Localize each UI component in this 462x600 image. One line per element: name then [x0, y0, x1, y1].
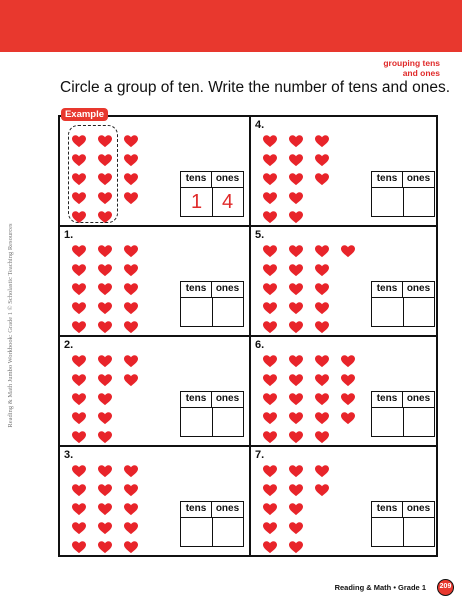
- heart-icon: [124, 245, 138, 258]
- table-divider: [403, 187, 404, 217]
- heart-icon: [98, 283, 112, 296]
- table-divider: [403, 407, 404, 437]
- problem-number: 3.: [64, 449, 74, 461]
- heart-icon: [289, 302, 303, 315]
- heart-icon: [263, 245, 277, 258]
- ones-header: ones: [215, 283, 240, 294]
- footer-text: Reading & Math • Grade 1: [334, 583, 426, 592]
- heart-icon: [315, 321, 329, 334]
- heart-icon: [263, 283, 277, 296]
- problem-number: 7.: [255, 449, 265, 461]
- heart-icon: [263, 431, 277, 444]
- heart-icon: [315, 465, 329, 478]
- ones-header: ones: [406, 173, 431, 184]
- heart-icon: [263, 302, 277, 315]
- heart-icon: [289, 321, 303, 334]
- heart-icon: [72, 245, 86, 258]
- heart-icon: [98, 484, 112, 497]
- heart-icon: [124, 264, 138, 277]
- problem-cell-5: [251, 227, 439, 335]
- tens-answer: 1: [190, 191, 203, 213]
- problem-number: 4.: [255, 119, 265, 131]
- heart-icon: [98, 541, 112, 554]
- heart-icon: [341, 245, 355, 258]
- heart-icon: [263, 393, 277, 406]
- heart-icon: [124, 135, 138, 148]
- heart-icon: [315, 264, 329, 277]
- heart-icon: [341, 393, 355, 406]
- heart-icon: [263, 541, 277, 554]
- heart-icon: [289, 173, 303, 186]
- heart-icon: [315, 154, 329, 167]
- problem-cell-7: [251, 447, 439, 555]
- tens-ones-table: [371, 391, 435, 437]
- heart-icon: [98, 264, 112, 277]
- heart-icon: [315, 431, 329, 444]
- heart-icon: [263, 522, 277, 535]
- heart-icon: [289, 503, 303, 516]
- problem-cell-4: [251, 117, 439, 225]
- heart-icon: [263, 321, 277, 334]
- heart-icon: [263, 135, 277, 148]
- tens-ones-table: [180, 171, 244, 217]
- example-tag: Example: [61, 108, 108, 121]
- heart-icon: [72, 374, 86, 387]
- problem-cell-1: [60, 227, 248, 335]
- heart-icon: [98, 393, 112, 406]
- problem-number: 2.: [64, 339, 74, 351]
- heart-icon: [289, 465, 303, 478]
- heart-icon: [98, 412, 112, 425]
- worksheet-grid: [58, 115, 438, 557]
- heart-icon: [263, 154, 277, 167]
- heart-icon: [72, 302, 86, 315]
- heart-icon: [72, 431, 86, 444]
- tens-ones-table: [371, 281, 435, 327]
- tens-header: tens: [372, 172, 403, 187]
- heart-icon: [315, 283, 329, 296]
- heart-icon: [124, 484, 138, 497]
- sidebar-credit: Reading & Math Jumbo Workbook: Grade 1 © Scholastic Teaching Resources: [7, 223, 14, 428]
- table-divider: [403, 517, 404, 547]
- problem-cell-3: [60, 447, 248, 555]
- heart-icon: [263, 503, 277, 516]
- header-banner: [0, 0, 462, 52]
- tens-ones-table: [180, 501, 244, 547]
- heart-icon: [315, 355, 329, 368]
- heart-icon: [124, 374, 138, 387]
- tens-ones-table: [371, 501, 435, 547]
- heart-icon: [289, 355, 303, 368]
- table-divider: [212, 407, 213, 437]
- heart-icon: [315, 412, 329, 425]
- heart-icon: [289, 412, 303, 425]
- heart-icon: [263, 374, 277, 387]
- heart-icon: [124, 522, 138, 535]
- heart-icon: [315, 484, 329, 497]
- topic-line-1: grouping tens: [383, 58, 440, 68]
- problem-number: 1.: [64, 229, 74, 241]
- heart-icon: [72, 355, 86, 368]
- heart-icon: [72, 484, 86, 497]
- heart-icon: [263, 192, 277, 205]
- heart-icon: [72, 522, 86, 535]
- heart-icon: [124, 173, 138, 186]
- heart-icon: [341, 374, 355, 387]
- heart-icon: [124, 465, 138, 478]
- heart-icon: [72, 541, 86, 554]
- heart-icon: [289, 154, 303, 167]
- heart-icon: [289, 211, 303, 224]
- heart-icon: [98, 503, 112, 516]
- heart-icon: [341, 355, 355, 368]
- heart-icon: [289, 283, 303, 296]
- heart-icon: [124, 302, 138, 315]
- ones-header: ones: [215, 503, 240, 514]
- instruction-text: Circle a group of ten. Write the number of tens and ones.: [60, 79, 451, 96]
- heart-icon: [72, 283, 86, 296]
- heart-icon: [98, 355, 112, 368]
- page-number: 209: [437, 579, 454, 596]
- problem-cell-6: [251, 337, 439, 445]
- heart-icon: [124, 192, 138, 205]
- heart-icon: [263, 264, 277, 277]
- heart-icon: [315, 374, 329, 387]
- heart-icon: [124, 355, 138, 368]
- tens-header: tens: [372, 282, 403, 297]
- heart-icon: [124, 541, 138, 554]
- ones-answer: 4: [221, 191, 234, 213]
- heart-icon: [341, 412, 355, 425]
- heart-icon: [263, 412, 277, 425]
- tens-ones-table: [180, 281, 244, 327]
- tens-header: tens: [181, 502, 212, 517]
- heart-icon: [315, 245, 329, 258]
- group-of-ten-circle: [68, 125, 118, 223]
- ones-header: ones: [215, 173, 240, 184]
- tens-ones-table: [180, 391, 244, 437]
- tens-header: tens: [372, 392, 403, 407]
- heart-icon: [98, 431, 112, 444]
- problem-number: 6.: [255, 339, 265, 351]
- example-cell: [60, 117, 248, 225]
- heart-icon: [263, 355, 277, 368]
- heart-icon: [72, 412, 86, 425]
- table-divider: [212, 517, 213, 547]
- heart-icon: [289, 264, 303, 277]
- problem-cell-2: [60, 337, 248, 445]
- heart-icon: [98, 465, 112, 478]
- heart-icon: [263, 211, 277, 224]
- ones-header: ones: [406, 283, 431, 294]
- heart-icon: [289, 374, 303, 387]
- tens-header: tens: [181, 392, 212, 407]
- heart-icon: [263, 465, 277, 478]
- heart-icon: [289, 431, 303, 444]
- heart-icon: [98, 302, 112, 315]
- topic-label: [383, 59, 440, 78]
- problem-number: 5.: [255, 229, 265, 241]
- heart-icon: [124, 321, 138, 334]
- heart-icon: [263, 484, 277, 497]
- ones-header: ones: [215, 393, 240, 404]
- heart-icon: [315, 393, 329, 406]
- tens-header: tens: [181, 172, 212, 187]
- heart-icon: [124, 503, 138, 516]
- heart-icon: [289, 484, 303, 497]
- heart-icon: [289, 245, 303, 258]
- heart-icon: [289, 541, 303, 554]
- ones-header: ones: [406, 503, 431, 514]
- heart-icon: [98, 321, 112, 334]
- tens-header: tens: [372, 502, 403, 517]
- heart-icon: [124, 154, 138, 167]
- heart-icon: [72, 465, 86, 478]
- heart-icon: [98, 374, 112, 387]
- tens-ones-table: [371, 171, 435, 217]
- heart-icon: [98, 245, 112, 258]
- heart-icon: [72, 503, 86, 516]
- heart-icon: [289, 192, 303, 205]
- topic-line-2: and ones: [402, 67, 440, 78]
- heart-icon: [98, 522, 112, 535]
- heart-icon: [124, 283, 138, 296]
- table-divider: [212, 297, 213, 327]
- heart-icon: [315, 173, 329, 186]
- tens-header: tens: [181, 282, 212, 297]
- heart-icon: [72, 264, 86, 277]
- heart-icon: [289, 522, 303, 535]
- heart-icon: [315, 135, 329, 148]
- heart-icon: [289, 135, 303, 148]
- heart-icon: [263, 173, 277, 186]
- heart-icon: [289, 393, 303, 406]
- table-divider: [403, 297, 404, 327]
- heart-icon: [72, 393, 86, 406]
- heart-icon: [315, 302, 329, 315]
- ones-header: ones: [406, 393, 431, 404]
- heart-icon: [72, 321, 86, 334]
